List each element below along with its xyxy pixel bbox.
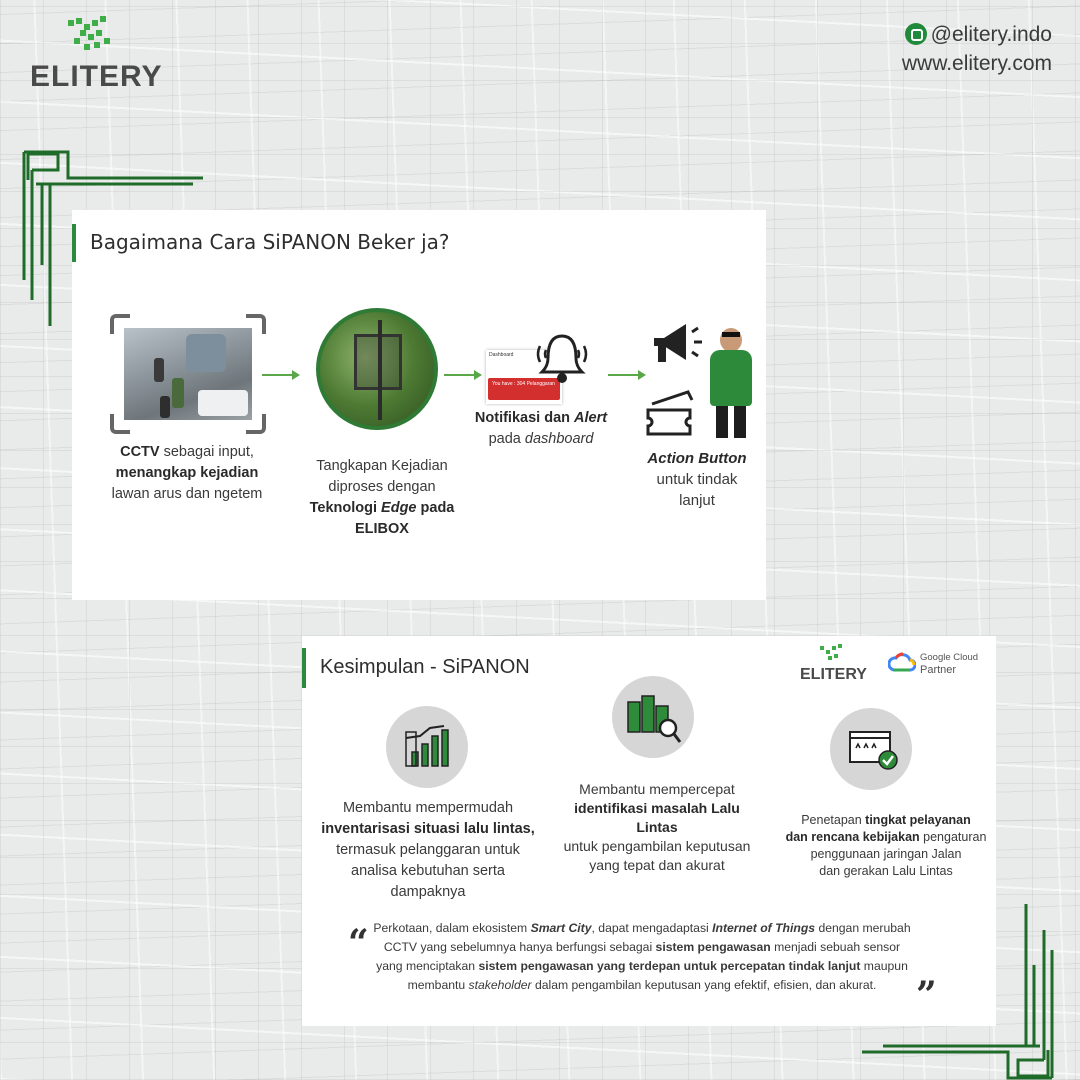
flow-arrow	[444, 374, 480, 376]
city-search-icon	[612, 676, 694, 758]
flow-arrow	[262, 374, 298, 376]
logo-text: ELITERY	[30, 60, 163, 93]
elibox-device-image	[316, 308, 438, 430]
officer-figure	[708, 328, 754, 438]
bell-alert-icon	[532, 328, 592, 386]
flow-arrow	[608, 374, 644, 376]
website-link[interactable]: www.elitery.com	[901, 52, 1052, 75]
title-accent-bar	[72, 224, 76, 262]
step1-caption: CCTV sebagai input, menangkap kejadian lawan arus dan ngetem	[111, 444, 263, 502]
social-info	[902, 20, 1052, 78]
megaphone-icon	[646, 318, 702, 370]
dashboard-thumbnail: Dashboard You have : 304 Pelanggaran	[486, 350, 562, 404]
cctv-frame	[110, 314, 266, 434]
conclusion-col1: Membantu mempermudah inventarisasi situasi lalu lintas, termasuk pelanggaran untuk analisa kebutuhan serta dampaknya	[321, 800, 535, 900]
how-it-works-card	[72, 210, 766, 600]
quote-text: Perkotaan, dalam ekosistem Smart City, dapat mengadaptasi Internet of Things dengan merubah CCTV yang sebelumnya hanya berfungsi sebagai sistem pengawasan menjadi sebuah sensor yang menciptakan sistem pengawasan yang terdepan untuk percepatan tindak lanjut maupun membantu stakeholder dalam pengambilan keputusan yang efektif, efisien, dan akurat.	[373, 921, 911, 992]
instagram-icon	[905, 23, 927, 45]
title-accent-bar	[302, 648, 306, 688]
logo-mark-icon	[66, 16, 116, 60]
quote-open-mark: “	[348, 922, 369, 964]
card-title: Kesimpulan - SiPANON	[320, 656, 530, 678]
step4-caption: Action Button untuk tindak lanjut	[647, 450, 747, 509]
card-title: Bagaimana Cara SiPANON Beker ja?	[90, 230, 450, 254]
conclusion-col2: Membantu mempercepat identifikasi masalah Lalu Lintas untuk pengambilan keputusan yang tepat dan akurat	[563, 781, 751, 873]
quote-close-mark: ”	[916, 974, 937, 1016]
inventory-chart-icon	[386, 706, 468, 788]
elitery-logo	[30, 16, 170, 96]
step2-caption: Tangkapan Kejadian diproses dengan Teknologi Edge pada ELIBOX	[309, 458, 455, 537]
elitery-mini-mark-icon	[818, 644, 844, 666]
conclusion-card	[302, 636, 996, 1026]
elitery-mini-logo: ELITERY	[800, 666, 867, 683]
instagram-handle[interactable]: @elitery.indo	[930, 23, 1052, 46]
cctv-traffic-image	[124, 328, 252, 420]
service-level-check-icon	[830, 708, 912, 790]
step3-caption: Notifikasi dan Alert pada dashboard	[474, 410, 608, 447]
google-cloud-partner-label: Google Cloud Partner	[920, 652, 979, 676]
alert-banner: You have : 304 Pelanggaran	[488, 378, 560, 400]
conclusion-col3: Penetapan tingkat pelayanan dan rencana kebijakan pengaturan penggunaan jaringan Jalan dan gerakan Lalu Lintas	[785, 813, 987, 878]
google-cloud-icon	[888, 652, 916, 674]
ticket-icon	[644, 388, 698, 438]
